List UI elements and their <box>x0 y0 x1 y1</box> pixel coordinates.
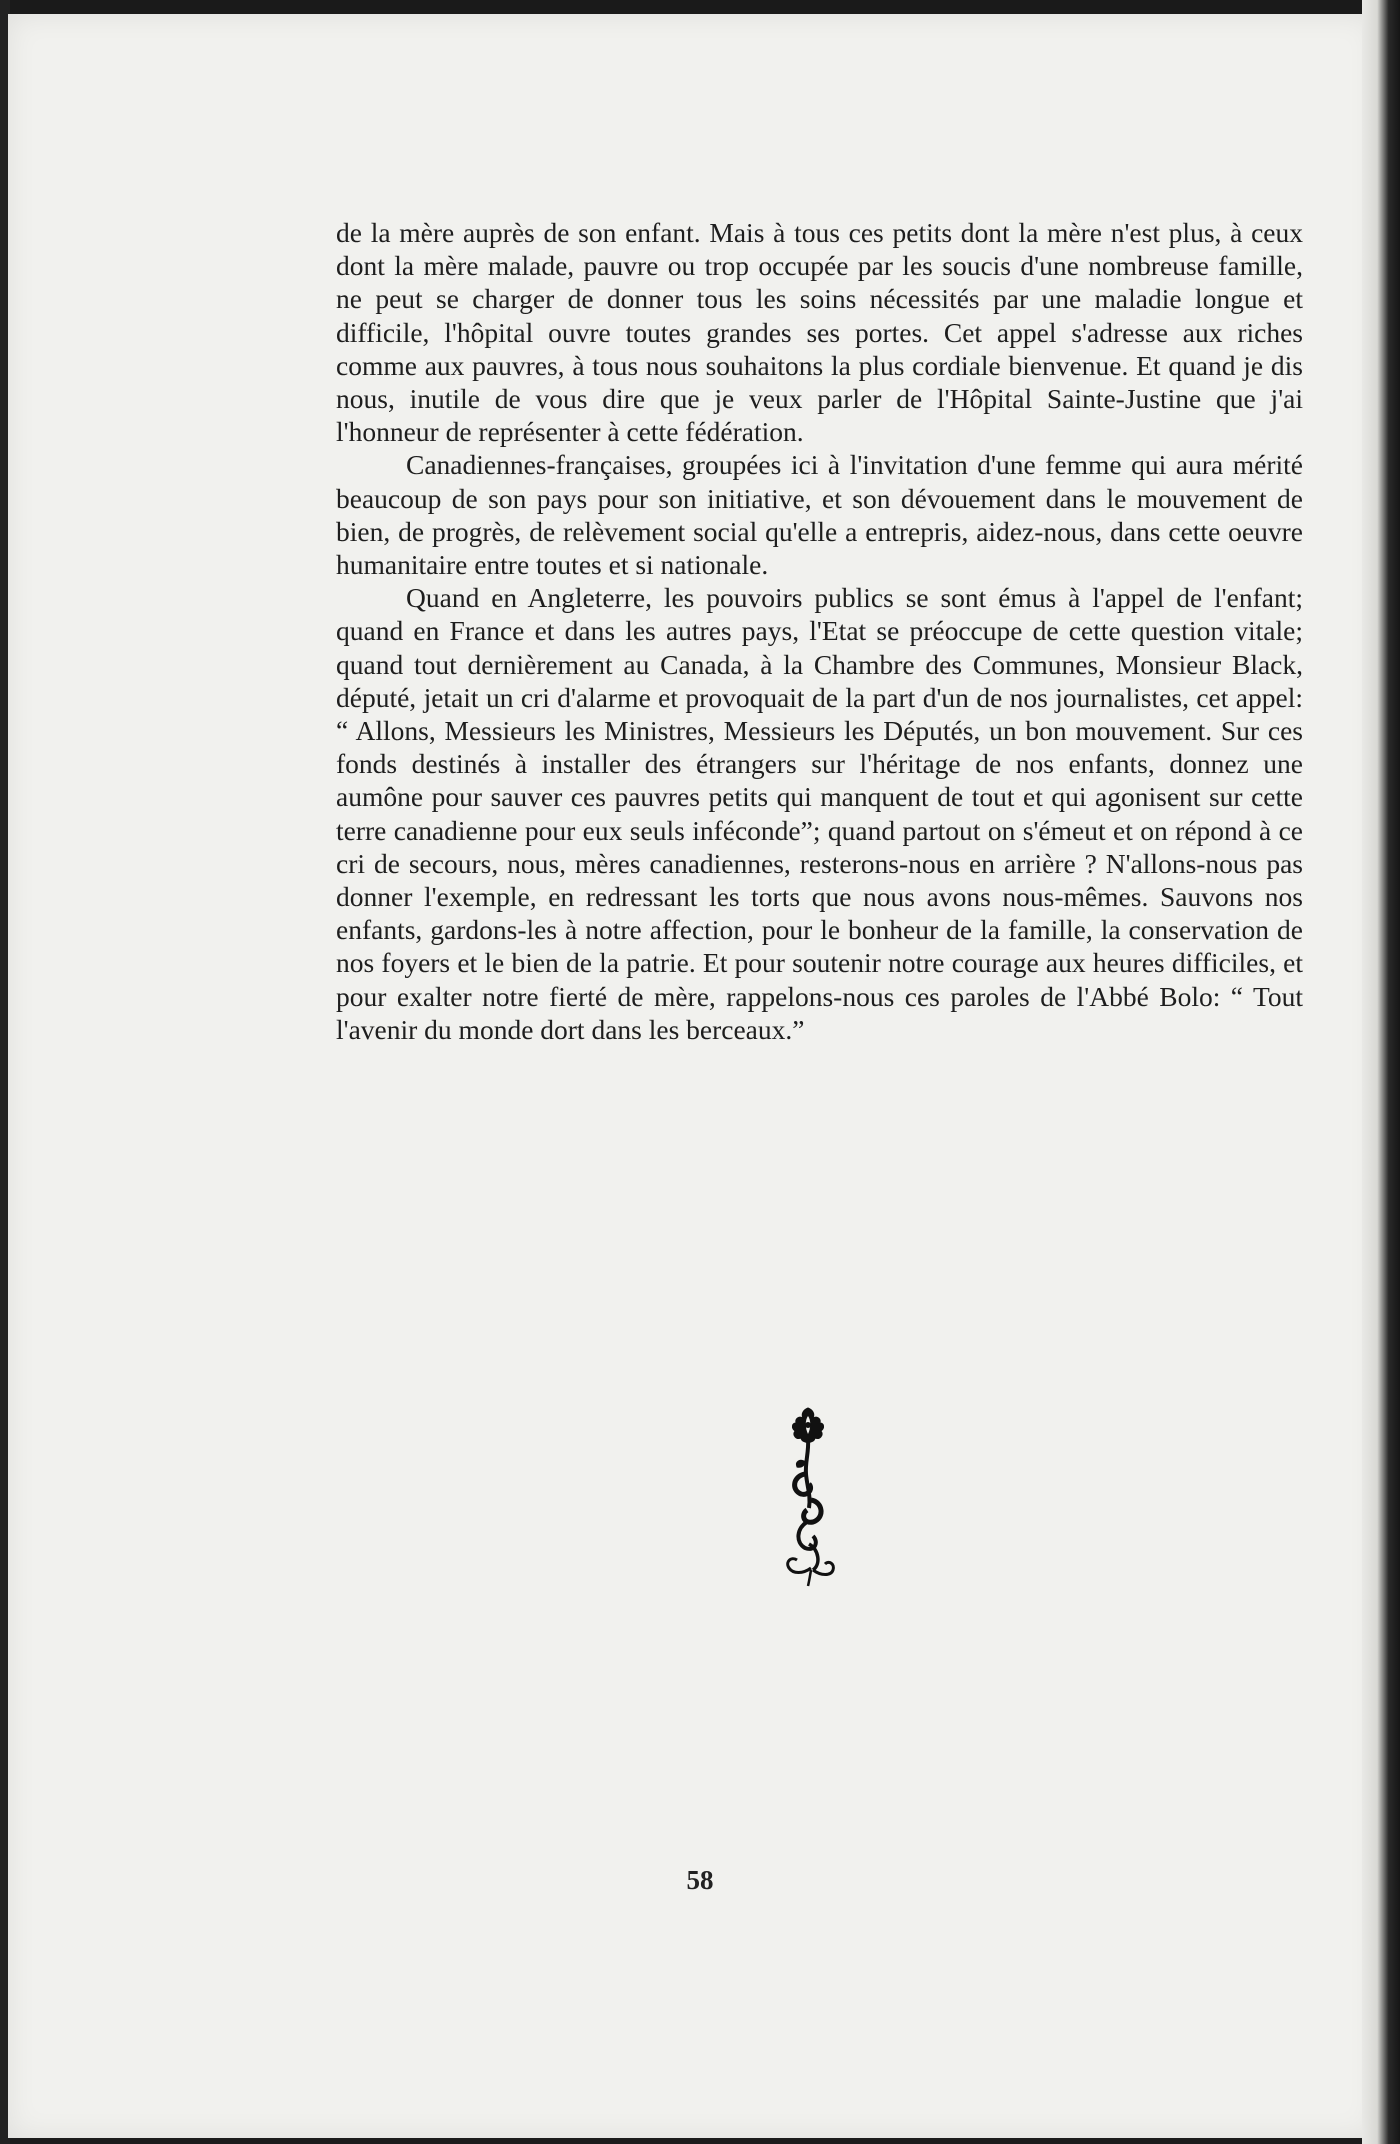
body-text <box>336 216 1303 1046</box>
page-gutter-edge <box>1362 0 1400 2144</box>
page-number: 58 <box>686 1865 714 1895</box>
paragraph-3: Quand en Angleterre, les pouvoirs publics se sont émus à l'appel de l'enfant; quand en France et dans les autres pays, l'Etat se préoccupe de cette question vitale; quand tout dernièrement au Canada, à la Chambre des Communes, Monsieur Black, député, jetait un cri d'alarme et provoquait de la part d'un de nos journalistes, cet appel: “ Allons, Messieurs les Ministres, Messieurs les Députés, un bon mouvement. Sur ces fonds destinés à installer des étrangers sur l'héritage de nos enfants, donnez une aumône pour sauver ces pauvres petits qui manquent de tout et qui agonisent sur cette terre canadienne pour eux seuls inféconde”; quand partout on s'émeut et on répond à ce cri de secours, nous, mères canadiennes, resterons-nous en arrière ? N'allons-nous pas donner l'exemple, en redressant les torts que nous avons nous-mêmes. Sauvons nos enfants, gardons-les à notre affection, pour le bonheur de la famille, la conservation de nos foyers et le bien de la patrie. Et pour soutenir notre courage aux heures difficiles, et pour exalter notre fierté de mère, rappelons-nous ces paroles de l'Abbé Bolo: “ Tout l'avenir du monde dort dans les berceaux.” <box>336 582 1303 1045</box>
paragraph-1: de la mère auprès de son enfant. Mais à tous ces petits dont la mère n'est plus, à ceux dont la mère malade, pauvre ou trop occupée par les soucis d'une nombreuse famille, ne peut se charger de donner tous les soins nécessités par une maladie longue et difficile, l'hôpital ouvre toutes grandes ses portes. Cet appel s'adresse aux riches comme aux pauvres, à tous nous souhaitons la plus cordiale bienvenue. Et quand je dis nous, inutile de vous dire que je veux parler de l'Hôpital Sainte-Justine que j'ai l'honneur de représenter à cette fédération. <box>336 217 1303 448</box>
paragraph-2: Canadiennes-françaises, groupées ici à l'invitation d'une femme qui aura mérité beaucoup de son pays pour son initiative, et son dévouement dans le mouvement de bien, de progrès, de relèvement social qu'elle a entrepris, aidez-nous, dans cette oeuvre humanitaire entre toutes et si nationale. <box>336 449 1303 581</box>
floral-tailpiece-icon <box>775 1404 841 1588</box>
